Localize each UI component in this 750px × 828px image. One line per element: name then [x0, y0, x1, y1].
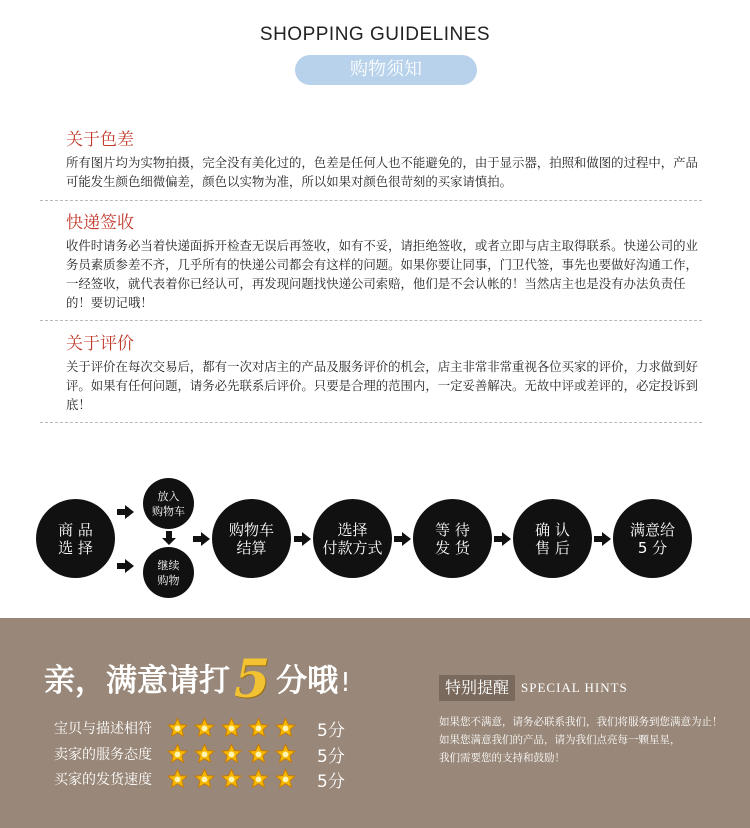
step-continue-shopping	[143, 547, 194, 598]
star-icon	[166, 768, 189, 790]
section-title: 快递签收	[66, 213, 134, 233]
headline-text: 亲，满意请打	[44, 663, 230, 699]
step-label: 确 认 售 后	[535, 520, 570, 557]
rating-row	[54, 717, 345, 739]
rating-row	[54, 743, 345, 765]
step-cart-checkout	[212, 499, 291, 578]
section-title: 关于评价	[66, 334, 134, 354]
headline-number: 5	[234, 649, 271, 710]
star-icon	[274, 768, 297, 790]
star-icon	[193, 743, 216, 765]
arrow-right-icon	[117, 505, 135, 519]
star-icon	[193, 717, 216, 739]
hints-title: 特别提醒	[439, 675, 515, 701]
step-label: 等 待 发 货	[435, 520, 470, 557]
header-title: SHOPPING GUIDELINES	[259, 24, 491, 45]
hints-line: 我们需要您的支持和鼓励！	[439, 752, 565, 764]
arrow-right-icon	[193, 532, 211, 546]
step-add-to-cart	[143, 478, 194, 529]
section-delivery-signoff	[66, 212, 702, 312]
step-await-shipping	[413, 499, 492, 578]
star-rating	[166, 717, 297, 739]
header-subtitle-pill: 购物须知	[295, 55, 477, 85]
divider	[40, 422, 702, 423]
rating-label: 买家的发货速度	[54, 772, 152, 788]
step-label: 放入 购物车	[152, 489, 185, 518]
step-label: 购物车 结算	[228, 520, 274, 557]
star-icon	[220, 717, 243, 739]
star-icon	[193, 768, 216, 790]
rating-row	[54, 768, 345, 790]
headline-text: 分哦	[276, 663, 339, 699]
star-icon	[166, 717, 189, 739]
arrow-right-icon	[494, 532, 512, 546]
rating-score: 5分	[317, 771, 345, 792]
arrow-right-icon	[117, 559, 135, 573]
section-text: 收件时请务必当着快递面拆开检查无误后再签收，如有不妥，请拒绝签收，或者立即与店主取得联系。快递公司的业务员素质参差不齐，几乎所有的快递公司都会有这样的问题。如果你要让同事，门卫代签，事先也要做好沟通工作，一经签收，就代表着你已经认可，再发现问题找快递公司索赔，他们是不会认帐的！当然店主也是没有办法负责任的！要切记哦！	[66, 238, 698, 310]
hints-line: 如果您不满意，请务必联系我们，我们将服务到您满意为止！	[439, 716, 723, 728]
star-icon	[220, 768, 243, 790]
section-reviews	[66, 333, 702, 414]
special-hints-text	[439, 713, 739, 767]
rating-label: 卖家的服务态度	[54, 747, 152, 763]
divider	[40, 320, 702, 321]
step-label: 继续 购物	[157, 558, 180, 587]
star-icon	[220, 743, 243, 765]
headline-exclamation: !	[340, 668, 351, 698]
step-label: 满意给 5 分	[629, 520, 675, 557]
star-rating	[166, 743, 297, 765]
arrow-down-icon	[162, 531, 176, 545]
step-select-goods	[36, 499, 115, 578]
arrow-right-icon	[594, 532, 612, 546]
section-title: 关于色差	[66, 130, 134, 150]
rating-headline	[44, 649, 351, 710]
divider	[40, 200, 702, 201]
arrow-right-icon	[294, 532, 312, 546]
hints-line: 如果您满意我们的产品，请为我们点亮每一颗星星，	[439, 734, 681, 746]
rating-score: 5分	[317, 746, 345, 767]
star-icon	[166, 743, 189, 765]
special-hints-header	[439, 675, 628, 701]
star-icon	[247, 768, 270, 790]
star-icon	[247, 717, 270, 739]
star-rating	[166, 768, 297, 790]
step-label: 选择 付款方式	[322, 520, 383, 557]
star-icon	[274, 743, 297, 765]
step-confirm-receipt	[513, 499, 592, 578]
star-icon	[274, 717, 297, 739]
section-color-difference	[66, 129, 702, 191]
step-label: 商 品 选 择	[58, 520, 93, 557]
step-satisfied-5	[613, 499, 692, 578]
section-text: 关于评价在每次交易后，都有一次对店主的产品及服务评价的机会，店主非常非常重视各位买家的评价，力求做到好评。如果有任何问题，请务必先联系后评价。只要是合理的范围内，一定妥善解决。无故中评或差评的，必定投诉到底！	[66, 359, 698, 412]
rating-score: 5分	[317, 720, 345, 741]
section-text: 所有图片均为实物拍摄，完全没有美化过的，色差是任何人也不能避免的，由于显示器，拍照和做图的过程中，产品可能发生颜色细微偏差，颜色以实物为准，所以如果对颜色很苛刻的买家请慎拍。	[66, 155, 698, 189]
arrow-right-icon	[394, 532, 412, 546]
step-choose-payment	[313, 499, 392, 578]
rating-label: 宝贝与描述相符	[54, 721, 152, 737]
star-icon	[247, 743, 270, 765]
hints-subtitle: SPECIAL HINTS	[521, 680, 628, 695]
